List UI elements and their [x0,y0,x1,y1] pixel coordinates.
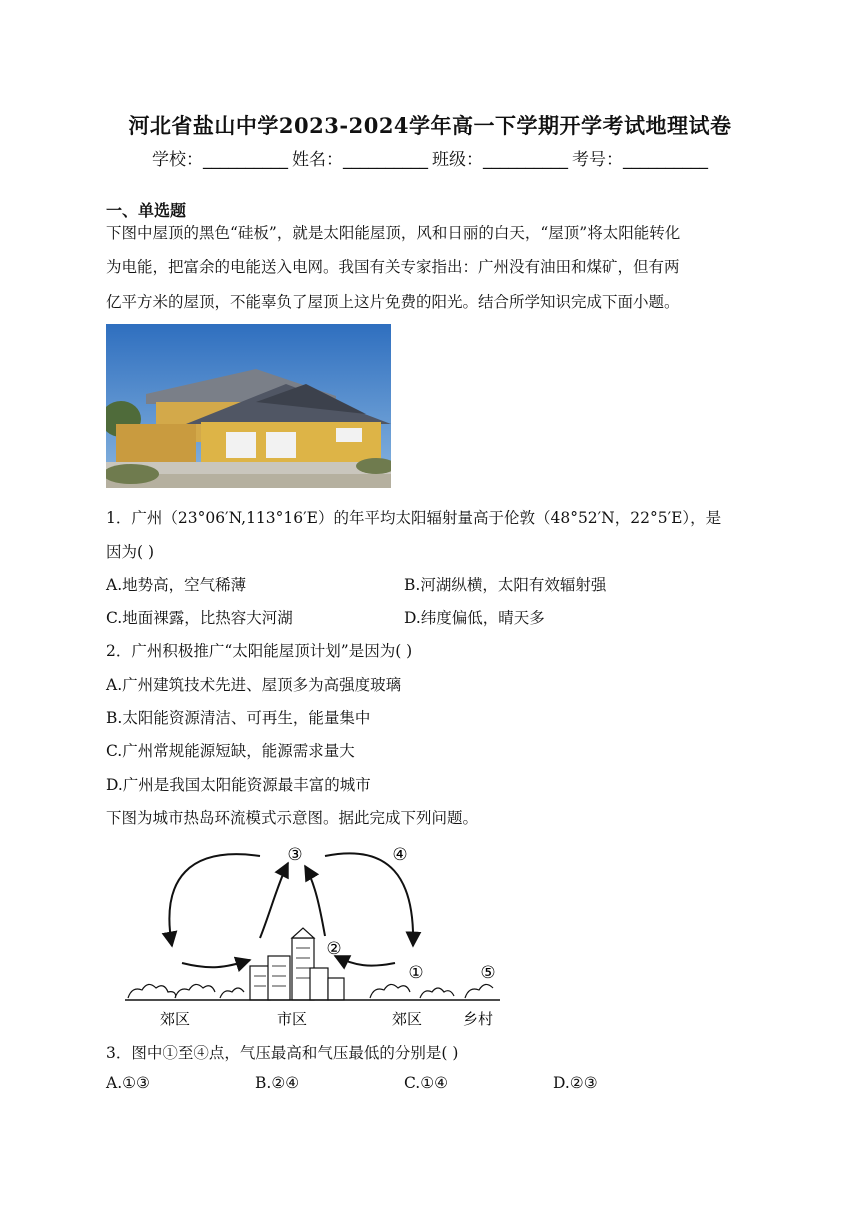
village-label: 乡村 [462,1010,494,1028]
page-title: 河北省盐山中学2023-2024学年高一下学期开学考试地理试卷 [128,113,732,138]
class-field: 班级：__________ [432,150,568,170]
name-field: 姓名：__________ [292,150,428,170]
q3-option-a: A.①③ [106,1074,150,1092]
q1-stem-line2: 因为( ) [106,543,155,561]
q1-option-a: A.地势高，空气稀薄 [106,576,247,594]
q2-option-b: B.太阳能资源清洁、可再生，能量集中 [106,709,371,727]
student-info-line [0,145,860,170]
q2-option-c: C.广州常规能源短缺，能源需求量大 [106,742,355,760]
q1-option-c: C.地面裸露，比热容大河湖 [106,609,293,627]
intro1-line2: 为电能，把富余的电能送入电网。我国有关专家指出：广州没有油田和煤矿，但有两 [106,258,680,276]
number-field: 考号：__________ [572,150,708,170]
intro2-text: 下图为城市热岛环流模式示意图。据此完成下列问题。 [106,809,479,827]
solar-roof-house-photo [106,324,391,488]
q1-stem-line1: 1．广州（23°06′N,113°16′E）的年平均太阳辐射量高于伦敦（48°52′N，22°5′E），是 [106,509,722,527]
point-1-label: ① [408,963,424,983]
point-5-label: ⑤ [480,963,496,983]
q2-option-a: A.广州建筑技术先进、屋顶多为高强度玻璃 [106,676,402,694]
point-2-label: ② [326,939,342,959]
intro1-line3: 亿平方米的屋顶，不能辜负了屋顶上这片免费的阳光。结合所学知识完成下面小题。 [106,293,680,311]
q3-stem: 3．图中①至④点，气压最高和气压最低的分别是( ) [106,1044,459,1062]
suburb-right-label: 郊区 [391,1010,423,1028]
city-label: 市区 [276,1010,308,1028]
q1-option-b: B.河湖纵横，太阳有效辐射强 [404,576,607,594]
suburb-left-label: 郊区 [159,1010,191,1028]
q3-option-d: D.②③ [553,1074,598,1092]
heat-island-diagram [120,838,510,1033]
school-field: 学校：__________ [152,150,288,170]
intro1-line1: 下图中屋顶的黑色“硅板”，就是太阳能屋顶，风和日丽的白天，“屋顶”将太阳能转化 [106,224,681,242]
point-4-label: ④ [392,845,408,865]
q3-option-b: B.②④ [255,1074,300,1092]
q2-stem: 2．广州积极推广“太阳能屋顶计划”是因为( ) [106,642,413,660]
section-heading: 一、单选题 [106,201,187,220]
q1-option-d: D.纬度偏低，晴天多 [404,609,545,627]
q3-option-c: C.①④ [404,1074,449,1092]
point-3-label: ③ [287,845,303,865]
q2-option-d: D.广州是我国太阳能资源最丰富的城市 [106,776,371,794]
